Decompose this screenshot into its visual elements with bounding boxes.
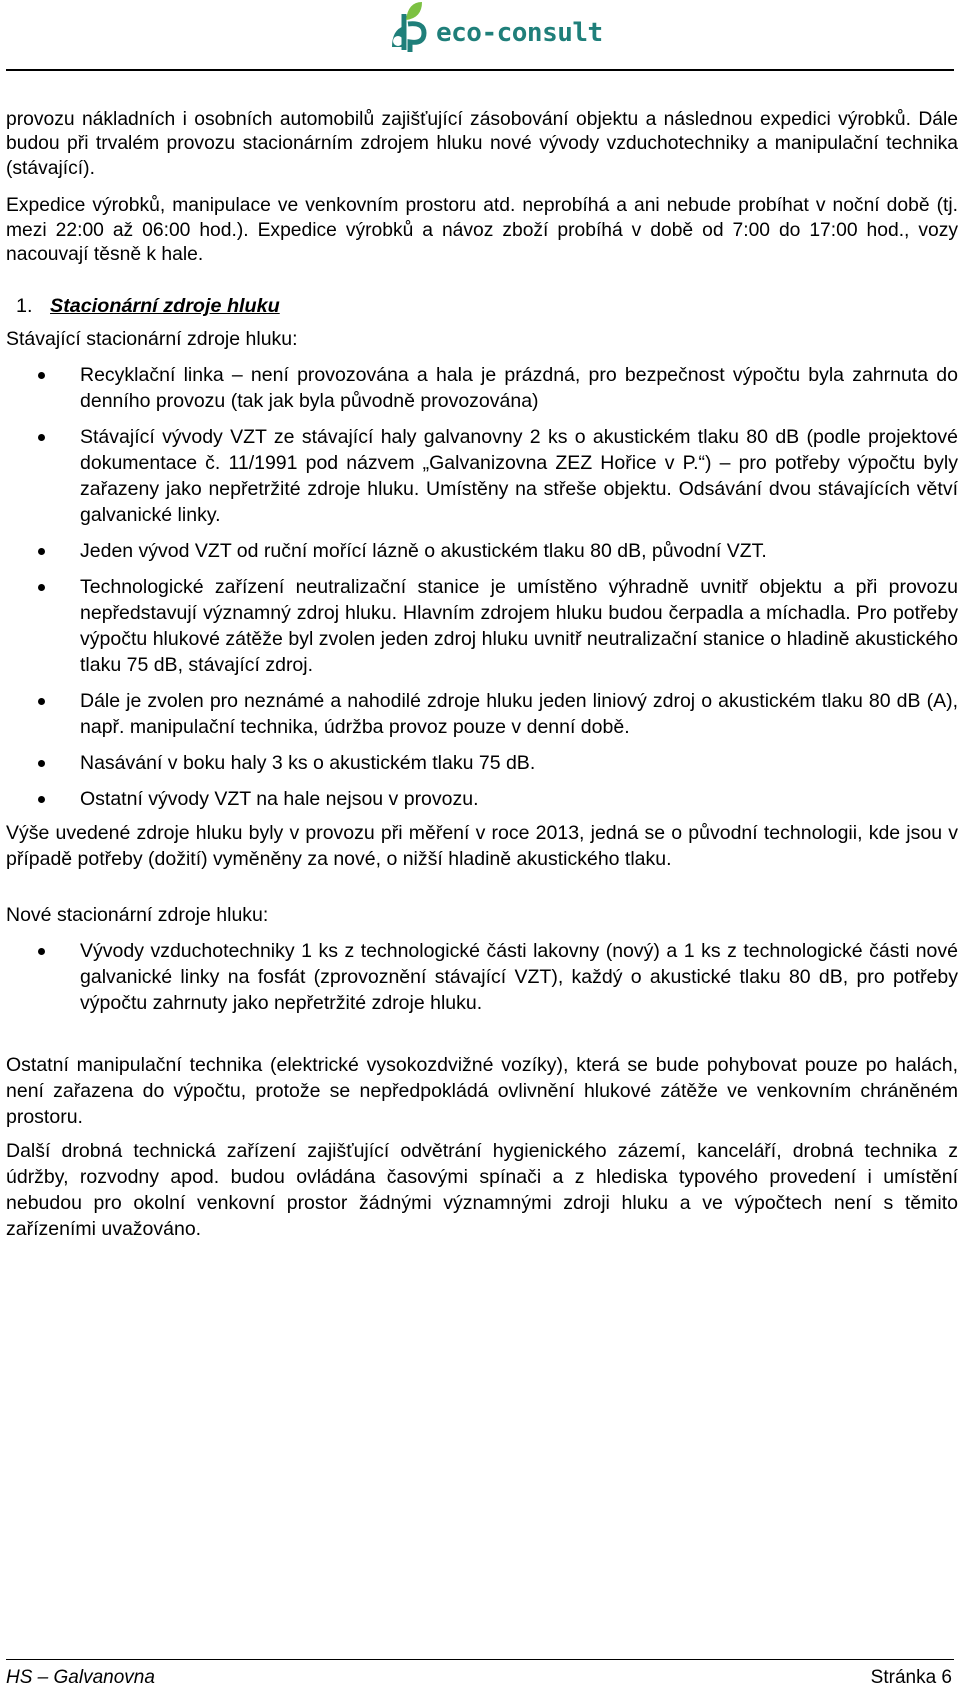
bullet-icon [38,434,45,441]
header-divider [6,69,954,71]
bullet-icon [38,584,45,591]
closing-paragraph-1: Ostatní manipulační technika (elektrické vysokozdvižné vozíky), která se bude pohybovat pouze po halách, není zařazena do výpočtu, protože se nepředpokládá ovlivnění hlukové zátěže ve venkovním chráněném prostoru. [6,1054,958,1129]
list-item: Jeden vývod VZT od ruční mořící lázně o akustickém tlaku 80 dB, původní VZT. [6,538,958,564]
leaf-dp-icon [378,0,436,58]
section-heading [6,293,958,319]
brand-name: eco-consult [436,18,603,48]
bullet-icon [38,698,45,705]
new-sources-list [6,938,958,1016]
intro-paragraph-2: Expedice výrobků, manipulace ve venkovním prostoru atd. neprobíhá a ani nebude probíhat v noční době (tj. mezi 22:00 až 06:00 hod.). Expedice výrobků a návoz zboží probíhá v době od 7:00 do 17:00 hod., vozy nacouvají těsně k hale. [6,195,958,266]
list-item: Dále je zvolen pro neznámé a nahodilé zdroje hluku jeden liniový zdroj o akustickém tlaku 80 dB (A), např. manipulační technika, údržba provoz pouze v denní době. [6,688,958,740]
summary-paragraph: Výše uvedené zdroje hluku byly v provozu při měření v roce 2013, jedná se o původní technologii, kde jsou v případě potřeby (dožití) vyměněny za nové, o nižší hladině akustického tlaku. [6,822,958,871]
bullet-icon [38,372,45,379]
document-body [6,108,958,1242]
list-item: Technologické zařízení neutralizační stanice je umístěno výhradně uvnitř objektu a při provozu nepředstavují významný zdroj hluku. Hlavním zdrojem hluku budou čerpadla a míchadla. Pro potřeby výpočtu hlukové zátěže byl zvolen jeden zdroj hluku uvnitř neutralizační stanice o hladině akustického tlaku 75 dB, stávající zdroj. [6,574,958,678]
bullet-icon [38,796,45,803]
intro-paragraph-1: provozu nákladních i osobních automobilů zajišťující zásobování objektu a následnou expedici výrobků. Dále budou při trvalém provozu stacionárním zdrojem hluku nové vývody vzduchotechniky a manipulační technika (stávající). [6,109,958,179]
list-item: Ostatní vývody VZT na hale nejsou v provozu. [6,786,958,812]
closing-paragraph-2: Další drobná technická zařízení zajišťující odvětrání hygienického zázemí, kanceláří, drobná technika z údržby, rozvodny apod. budou ovládána časovými spínači a z hlediska typového provedení i umístění nebudou pro okolní venkovní prostor žádnými významnými zdroji hluku a ve výpočtech není s těmito zařízeními uvažováno. [6,1140,958,1241]
footer-divider [6,1659,954,1660]
list-item: Vývody vzduchotechniky 1 ks z technologické části lakovny (nový) a 1 ks z technologické části nové galvanické linky na fosfát (zprovoznění stávající VZT), každý o akustické tlaku 80 dB, pro potřeby výpočtu zahrnuty jako nepřetržité zdroje hluku. [6,938,958,1016]
bullet-icon [38,948,45,955]
list-item: Nasávání v boku haly 3 ks o akustickém tlaku 75 dB. [6,750,958,776]
bullet-icon [38,548,45,555]
section-title: Stacionární zdroje hluku [50,295,280,318]
section-number: 1. [16,295,33,318]
list-item: Recyklační linka – není provozována a hala je prázdná, pro bezpečnost výpočtu byla zahrnuta do denního provozu (tak jak byla původně provozována) [6,362,958,414]
existing-sources-list [6,362,958,812]
footer-page-number: Stránka 6 [870,1667,952,1688]
eco-consult-logo [378,0,608,58]
existing-sources-label: Stávající stacionární zdroje hluku: [6,328,298,351]
bullet-icon [38,760,45,767]
new-sources-label: Nové stacionární zdroje hluku: [6,904,269,927]
footer-document-name: HS – Galvanovna [6,1667,155,1688]
list-item: Stávající vývody VZT ze stávající haly galvanovny 2 ks o akustickém tlaku 80 dB (podle projektové dokumentace č. 11/1991 pod názvem „Galvanizovna ZEZ Hořice v P.“) – pro potřeby výpočtu byly zařazeny jako nepřetržité zdroje hluku. Umístěny na střeše objektu. Odsávání dvou stávajících větví galvanické linky. [6,424,958,528]
